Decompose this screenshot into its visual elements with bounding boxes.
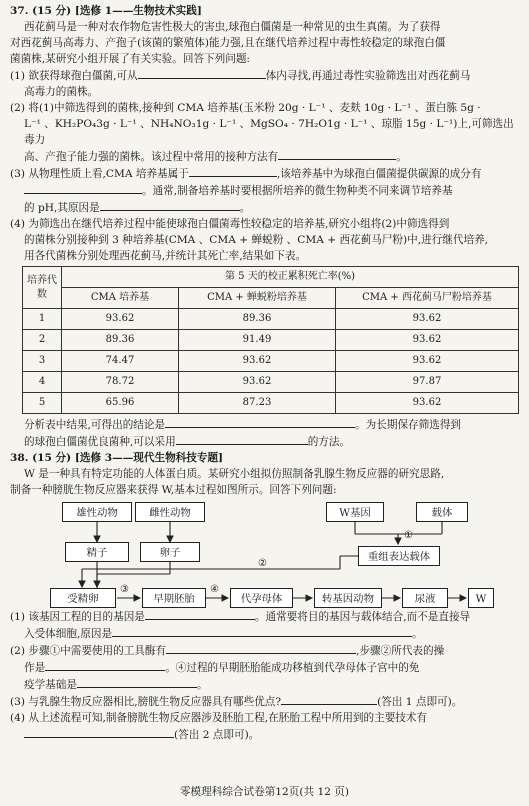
q38-intro-line1: W 是一种具有特定功能的人体蛋白质。某研究小组拟仿照制备乳腺生物反应器的研究思路, <box>24 468 445 480</box>
answer-blank[interactable] <box>278 148 396 160</box>
recombinant-vector-box: 重组表达载体 <box>358 546 440 566</box>
answer-blank[interactable] <box>24 726 174 738</box>
answer-blank[interactable] <box>112 625 412 637</box>
female-animal-box: 雌性动物 <box>135 502 205 522</box>
answer-blank[interactable] <box>24 182 142 194</box>
table-col-header: CMA + 蝉蜕粉培养基 <box>179 288 336 309</box>
q37-part4-line2: 的菌株分别接种到 3 种培养基(CMA 、CMA + 蝉蜕粉 、CMA + 西花蓟马尸粉)中,进行继代培养, <box>24 234 489 246</box>
q37-intro-line3: 菌菌株,某研究小组开展了有关实验。回答下列问题: <box>10 53 250 65</box>
q37-intro-line2: 对西花蓟马高毒力、产孢子(该菌的繁殖体)能力强,且在继代培养过程中毒性较稳定的球孢白僵 <box>10 37 446 49</box>
table-row: 2 89.36 91.49 93.62 <box>23 330 519 351</box>
q37-part3-line2: 。通常,制备培养基时要根据所培养的微生物种类不同来调节培养基 <box>10 182 519 199</box>
answer-blank[interactable] <box>100 199 240 211</box>
q37-part2-line1: (2) 将(1)中筛选得到的菌株,接种到 CMA 培养基(玉米粉 20g · L⁻¹ 、麦麸 10g · L⁻¹ 、蛋白胨 5g · <box>10 102 481 114</box>
surrogate-mother-box: 代孕母体 <box>230 588 293 608</box>
q38-part1-line1: (1) 该基因工程的目的基因是 。通常要将目的基因与载体结合,而不是直接导 <box>10 608 519 625</box>
q38-part1-line2: 入受体细胞,原因是 。 <box>10 625 519 642</box>
answer-blank[interactable] <box>145 608 255 620</box>
step3-label: ③ <box>120 584 129 595</box>
male-animal-box: 雄性动物 <box>62 502 132 522</box>
q37-part4-line3: 用各代菌株分别处理西花蓟马,并统计其死亡率,结果如下表。 <box>24 250 307 262</box>
q38-part2-line3: 疫学基础是 。 <box>10 676 519 693</box>
step2-label: ② <box>258 558 267 569</box>
table-col-header: CMA + 西花蓟马尸粉培养基 <box>336 288 519 309</box>
q38-part2-line2: 作是 。④过程的早期胚胎能成功移植到代孕母体子宫中的免 <box>10 659 519 676</box>
q37-part3-line3: 的 pH,其原因是 。 <box>10 199 519 216</box>
results-table <box>22 266 519 414</box>
page-footer: 零模理科综合试卷第12页(共 12 页) <box>179 786 350 798</box>
zygote-box: 受精卵 <box>50 588 116 608</box>
table-row: 3 74.47 93.62 93.62 <box>23 351 519 372</box>
table-row: 5 65.96 87.23 93.62 <box>23 393 519 414</box>
table-row-header: 培养代数 <box>23 267 62 309</box>
answer-blank[interactable] <box>45 659 165 671</box>
vector-box: 载体 <box>416 502 468 522</box>
answer-blank[interactable] <box>77 676 197 688</box>
table-row: 1 93.62 89.36 93.62 <box>23 309 519 330</box>
early-embryo-box: 早期胚胎 <box>142 588 206 608</box>
w-protein-box: W <box>468 588 494 608</box>
q37-part4-line5: 的球孢白僵菌优良菌种,可以采用 的方法。 <box>10 433 519 450</box>
table-group-header: 第 5 天的校正累积死亡率(%) <box>62 267 519 288</box>
answer-blank[interactable] <box>138 67 266 79</box>
answer-blank[interactable] <box>166 642 356 654</box>
egg-box: 卵子 <box>140 542 200 562</box>
w-gene-box: W基因 <box>326 502 384 522</box>
answer-blank[interactable] <box>281 693 377 705</box>
step1-label: ① <box>404 530 413 541</box>
q38-part3: (3) 与乳腺生物反应器相比,膀胱生物反应器具有哪些优点? (答出 1 点即可)。 <box>10 693 519 710</box>
answer-blank[interactable] <box>165 416 355 428</box>
q37-part1: (1) 欲获得球孢白僵菌,可从 体内寻找,再通过毒性实验筛选出对西花蓟马 <box>10 67 519 84</box>
answer-blank[interactable] <box>176 433 308 445</box>
step4-label: ④ <box>210 584 219 595</box>
transgenic-animal-box: 转基因动物 <box>314 588 382 608</box>
q38-part4-line1: (4) 从上述流程可知,制备膀胱生物反应器涉及胚胎工程,在胚胎工程中所用到的主要技术有 <box>10 712 428 724</box>
q38-part2-line1: (2) 步骤①中需要使用的工具酶有 ,步骤②所代表的操 <box>10 642 519 659</box>
urine-box: 尿液 <box>402 588 448 608</box>
sperm-box: 精子 <box>65 542 129 562</box>
q38-intro-line2: 制备一种膀胱生物反应器来获得 W,基本过程如图所示。回答下列问题: <box>10 484 337 496</box>
q38-header: 38. (15 分) [选修 3——现代生物科技专题] <box>10 452 224 464</box>
q37-part1-cont: 高毒力的菌株。 <box>24 86 99 98</box>
q37-part2-line2: L⁻¹ 、KH₂PO₄3g · L⁻¹ 、NH₄NO₃1g · L⁻¹ 、MgSO₄ · 7H₂O1g · L⁻¹ 、琼脂 15g · L⁻¹)上,可筛选出毒力 <box>24 118 514 146</box>
table-col-header: CMA 培养基 <box>62 288 179 309</box>
q37-part3-line1: (3) 从物理性质上看,CMA 培养基属于 ,该培养基中为球孢白僵菌提供碳源的成分有 <box>10 165 519 182</box>
answer-blank[interactable] <box>189 165 277 177</box>
q37-header: 37. (15 分) [选修 1——生物技术实践] <box>10 5 202 17</box>
q37-part2-line3: 高、产孢子能力强的菌株。该过程中常用的接种方法有 。 <box>10 148 519 165</box>
q38-part4-line2: (答出 2 点即可)。 <box>10 726 519 743</box>
table-row: 4 78.72 93.62 97.87 <box>23 372 519 393</box>
q37-part4-line4: 分析表中结果,可得出的结论是 。为长期保存筛选得到 <box>10 416 519 433</box>
process-diagram <box>10 500 519 606</box>
q37-part4-line1: (4) 为筛选出在继代培养过程中能使球孢白僵菌毒性较稳定的培养基,研究小组将(2)中筛选得到 <box>10 218 450 230</box>
q37-intro-line1: 西花蓟马是一种对农作物危害性极大的害虫,球孢白僵菌是一种常见的虫生真菌。为了获得 <box>24 21 441 33</box>
